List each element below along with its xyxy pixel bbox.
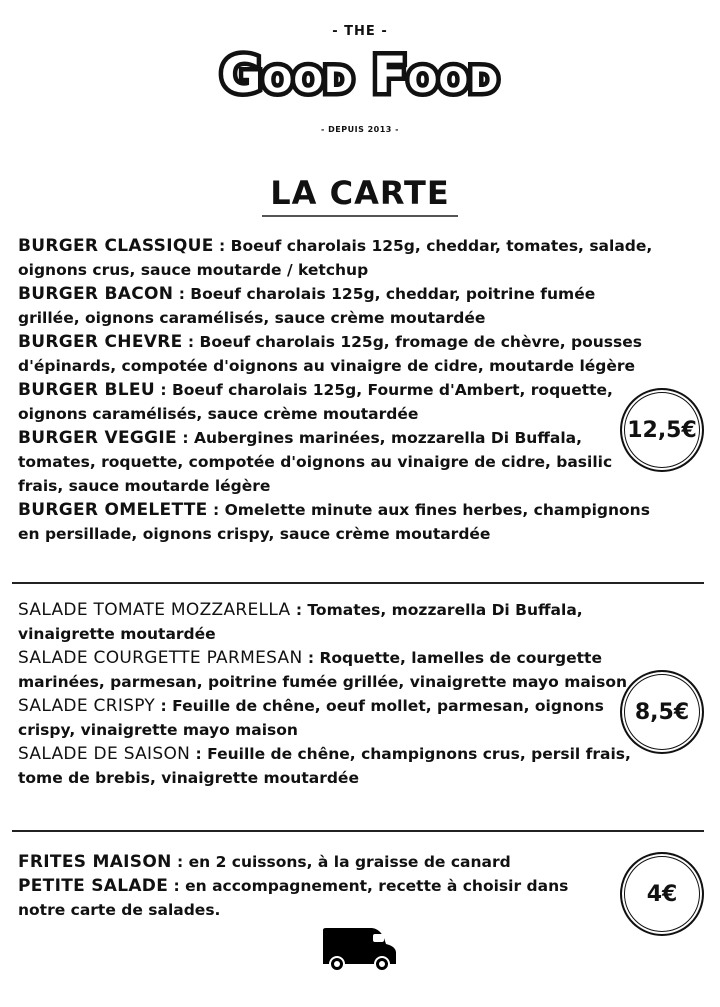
menu-item: SALADE TOMATE MOZZARELLA : Tomates, mozzarella Di Buffala, vinaigrette moutardée bbox=[18, 600, 583, 643]
burgers-section bbox=[18, 234, 658, 546]
menu-item: BURGER CHEVRE : Boeuf charolais 125g, fromage de chèvre, pousses d'épinards, compotée d'oignons au vinaigre de cidre, moutarde légère bbox=[18, 332, 642, 375]
menu-item: BURGER VEGGIE : Aubergines marinées, mozzarella Di Buffala, tomates, roquette, compotée d'oignons au vinaigre de cidre, basilic frais, sauce moutarde légère bbox=[18, 428, 613, 495]
section-divider bbox=[12, 830, 704, 832]
brand-logo: Good Food bbox=[220, 46, 500, 104]
title-underline bbox=[262, 215, 458, 217]
salades-section bbox=[18, 598, 638, 790]
menu-item: SALADE COURGETTE PARMESAN : Roquette, lamelles de courgette marinées, parmesan, poitrine fumée grillée, vinaigrette mayo maison bbox=[18, 648, 628, 691]
menu-item: BURGER BACON : Boeuf charolais 125g, cheddar, poitrine fumée grillée, oignons caramélisés, sauce crème moutardée bbox=[18, 284, 596, 327]
menu-item: FRITES MAISON : en 2 cuissons, à la graisse de canard bbox=[18, 852, 511, 872]
menu-item: PETITE SALADE : en accompagnement, recette à choisir dans notre carte de salades. bbox=[18, 876, 569, 919]
price-badge-salades: 8,5€ bbox=[620, 670, 704, 754]
price-badge-burgers: 12,5€ bbox=[620, 388, 704, 472]
menu-item: BURGER BLEU : Boeuf charolais 125g, Fourme d'Ambert, roquette, oignons caramélisés, sauce crème moutardée bbox=[18, 380, 613, 423]
price-badge-accompagnements: 4€ bbox=[620, 852, 704, 936]
menu-item: BURGER CLASSIQUE : Boeuf charolais 125g, cheddar, tomates, salade, oignons crus, sauce moutarde / ketchup bbox=[18, 236, 653, 279]
brand-prefix: - THE - bbox=[332, 24, 388, 39]
accompagnements-section bbox=[18, 850, 618, 922]
delivery-truck-icon bbox=[320, 924, 402, 974]
menu-item: SALADE CRISPY : Feuille de chêne, oeuf mollet, parmesan, oignons crispy, vinaigrette mayo maison bbox=[18, 696, 604, 739]
brand-since: - DEPUIS 2013 - bbox=[321, 125, 399, 134]
menu-item: BURGER OMELETTE : Omelette minute aux fines herbes, champignons en persillade, oignons crispy, sauce crème moutardée bbox=[18, 500, 650, 543]
page-title: LA CARTE bbox=[270, 174, 450, 212]
section-divider bbox=[12, 582, 704, 584]
menu-item: SALADE DE SAISON : Feuille de chêne, champignons crus, persil frais, tome de brebis, vinaigrette moutardée bbox=[18, 744, 631, 787]
